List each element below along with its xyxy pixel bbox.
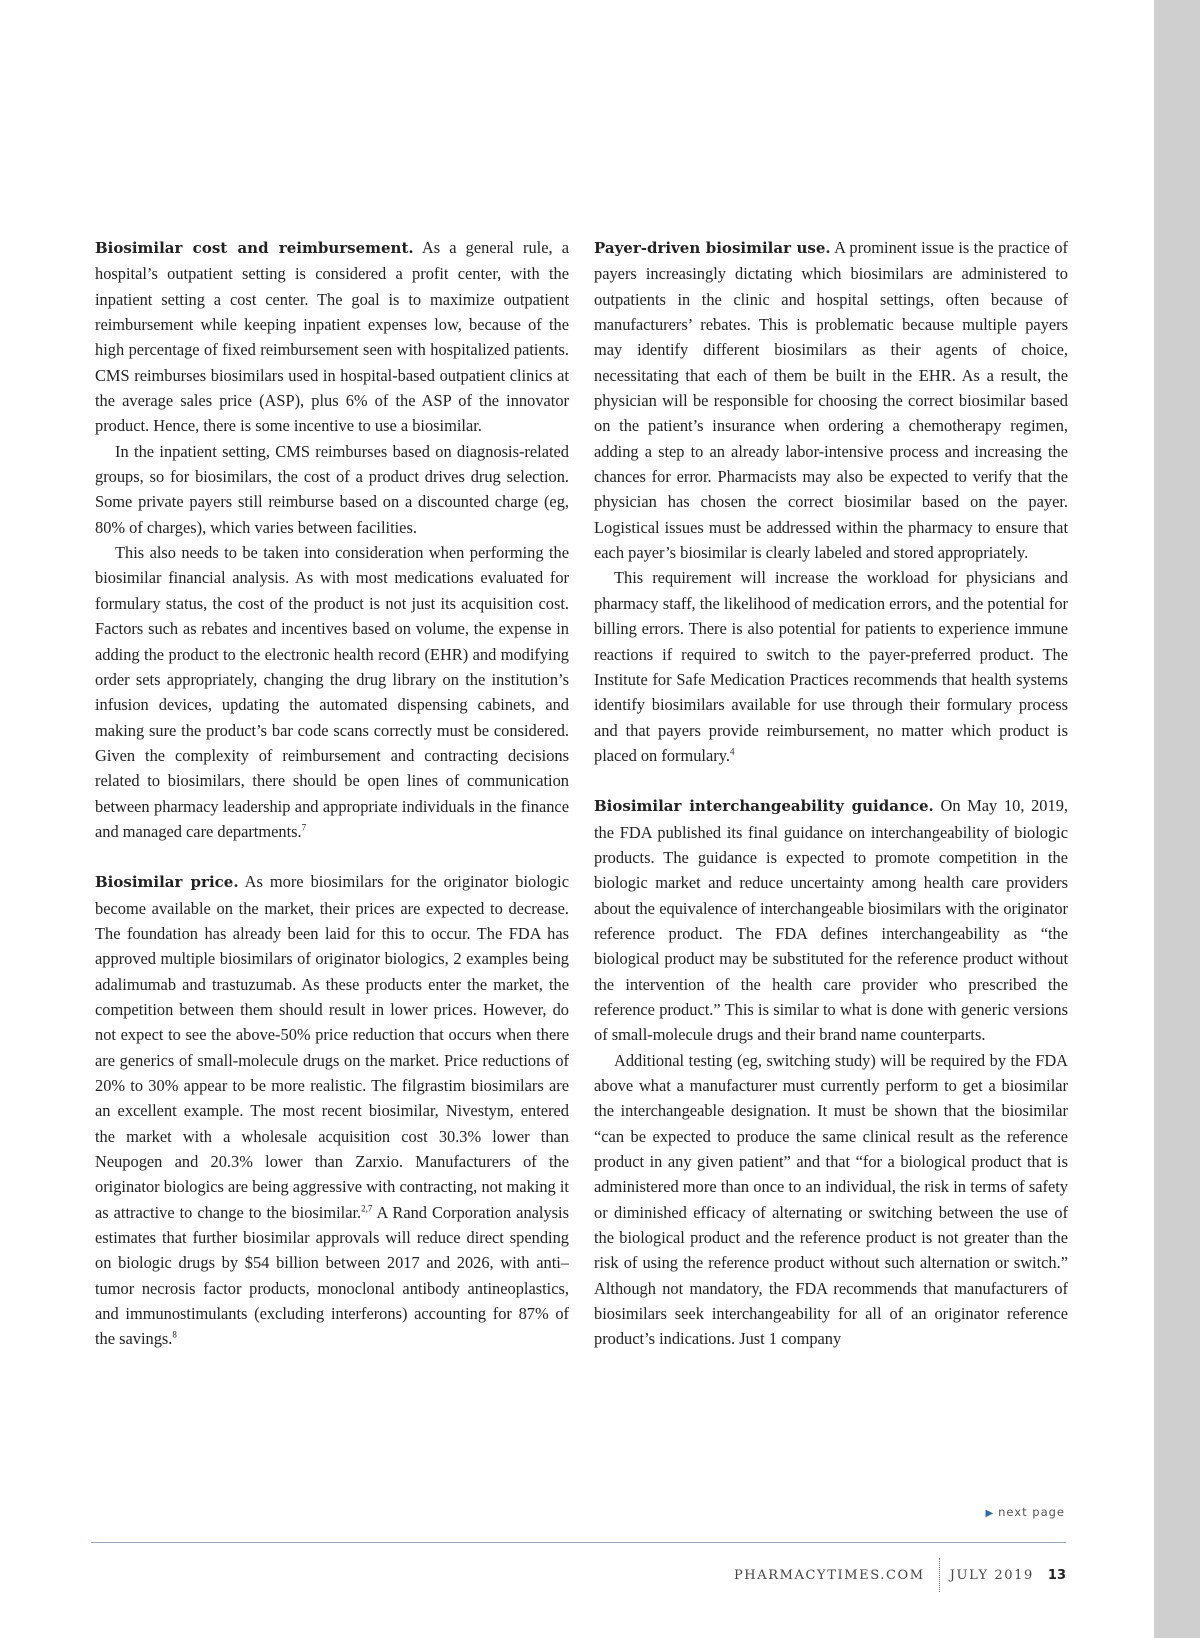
- paragraph-financial-analysis: [95, 540, 569, 844]
- body-text: This requirement will increase the workload for physicians and pharmacy staff, the likelihood of medication errors, and the potential for billing errors. There is also potential for patients to experience immune reactions if required to switch to the payer-preferred product. The Institute for Safe Medication Practices recommends that health systems identify biosimilars available for use through their formulary process and that payers provide reimbursement, no matter which product is placed on formulary.: [594, 568, 1068, 765]
- body-text: This also needs to be taken into consideration when performing the biosimilar financial analysis. As with most medications evaluated for formulary status, the cost of the product is not just its acquisition cost. Factors such as rebates and incentives based on volume, the expense in adding the product to the electronic health record (EHR) and modifying order sets appropriately, changing the drug library on the institution’s infusion devices, updating the automated dispensing cabinets, and making sure the product’s bar code scans correctly must be considered. Given the complexity of reimbursement and contracting decisions related to biosimilars, there should be open lines of communication between pharmacy leadership and appropriate individuals in the finance and managed care departments.: [95, 543, 569, 841]
- next-page-label: next page: [998, 1505, 1065, 1519]
- page-footer: [734, 1557, 1066, 1593]
- footer-separator: [939, 1558, 940, 1592]
- footer-site: PHARMACYTIMES.COM: [733, 1567, 925, 1583]
- paragraph-biosimilar-price: [95, 869, 569, 1352]
- footer-issue: JULY 2019: [949, 1567, 1034, 1583]
- next-page-link[interactable]: [985, 1505, 1065, 1519]
- heading-payer-driven: Payer-driven biosimilar use.: [594, 239, 831, 257]
- body-text: Additional testing (eg, switching study) will be required by the FDA above what a manufacturer must currently perform to get a biosimilar the interchangeable designation. It must be shown that the biosimilar “can be expected to produce the same clinical result as the reference product in any given patient” and that “for a biological product that is administered more than once to an individual, the risk in terms of safety or diminished efficacy of alternating or switching between the use of the biological product and the reference product is not greater than the risk of using the reference product without such alternation or switch.” Although not mandatory, the FDA recommends that manufacturers of biosimilars seek interchangeability for all of an originator reference product’s indications. Just 1 company: [594, 1050, 1068, 1349]
- footer-divider: [91, 1542, 1066, 1543]
- right-column: [594, 235, 1068, 1352]
- paragraph-cost-reimbursement: [95, 235, 569, 439]
- paragraph-payer-driven: [594, 235, 1068, 565]
- paragraph-interchangeability: [594, 793, 1068, 1047]
- reference-marker: 4: [729, 746, 735, 757]
- paragraph-additional-testing: [594, 1048, 1068, 1352]
- body-text: In the inpatient setting, CMS reimburses based on diagnosis-related groups, so for biosimilars, the cost of a product drives drug selection. Some private payers still reimburse based on a discounted charge (eg, 80% of charges), which varies between facilities.: [95, 441, 569, 537]
- reference-marker: 8: [172, 1329, 177, 1340]
- left-column: [95, 235, 569, 1352]
- page-number: 13: [1047, 1567, 1066, 1583]
- reference-marker: 7: [301, 822, 307, 833]
- body-text: A prominent issue is the practice of payers increasingly dictating which biosimilars are administered to outpatients in the clinic and hospital settings, often because of manufacturers’ rebates. This is problematic because multiple payers may identify different biosimilars as their agents of choice, necessitating that each of them be built in the EHR. As a result, the physician will be responsible for choosing the correct biosimilar based on the patient’s insurance when ordering a chemotherapy regimen, adding a step to an already labor-intensive process and increasing the chances for error. Pharmacists may also be expected to verify that the physician has chosen the correct biosimilar based on the payer. Logistical issues must be addressed within the pharmacy to ensure that each payer’s biosimilar is clearly labeled and stored appropriately.: [594, 238, 1068, 563]
- page-edge-bar: [1154, 0, 1200, 1638]
- heading-interchangeability: Biosimilar interchangeability guidance.: [594, 797, 934, 816]
- body-text: As more biosimilars for the originator biologic become available on the market, their prices are expected to decrease. The foundation has already been laid for this to occur. The FDA has approved multiple biosimilars of originator biologics, 2 examples being adalimumab and trastuzumab. As these products enter the market, the competition between them should result in lower prices. However, do not expect to see the above-50% price reduction that occurs when there are generics of small-molecule drugs on the market. Price reductions of 20% to 30% appear to be more realistic. The filgrastim biosimilars are an excellent example. The most recent biosimilar, Nivestym, entered the market with a wholesale acquisition cost 30.3% lower than Neupogen and 20.3% lower than Zarxio. Manufacturers of the originator biologics are being aggressive with contracting, not making it as attractive to change to the biosimilar.: [95, 872, 570, 1222]
- heading-cost-reimbursement: Biosimilar cost and reimbursement.: [95, 239, 414, 257]
- paragraph-inpatient: [95, 439, 569, 540]
- body-text: As a general rule, a hospital’s outpatient setting is considered a profit center, with the inpatient setting a cost center. The goal is to maximize outpatient reimbursement while keeping inpatient expenses low, because of the high percentage of fixed reimbursement seen with hospitalized patients. CMS reimburses biosimilars used in hospital-based outpatient clinics at the average sales price (ASP), plus 6% of the ASP of the innovator product. Hence, there is some incentive to use a biosimilar.: [95, 238, 569, 436]
- paragraph-workload: [594, 565, 1068, 768]
- reference-marker: 2,7: [361, 1203, 373, 1214]
- heading-biosimilar-price: Biosimilar price.: [95, 873, 239, 892]
- body-text: On May 10, 2019, the FDA published its final guidance on interchangeability of biologic products. The guidance is expected to promote competition in the biologic market and reduce uncertainty among health care providers about the equivalence of interchangeable biosimilars with the originator reference product. The FDA defines interchangeability as “the biological product may be substituted for the reference product without the intervention of the health care provider who prescribed the reference product.” This is similar to what is done with generic versions of small-molecule drugs and their brand name counterparts.: [594, 796, 1068, 1045]
- triangle-right-icon: ▶: [985, 1508, 995, 1519]
- body-text: A Rand Corporation analysis estimates that further biosimilar approvals will reduce direct spending on biologic drugs by $54 billion between 2017 and 2026, with anti–tumor necrosis factor products, monoclonal antibody antineoplastics, and immunostimulants (excluding interferons) accounting for 87% of the savings.: [95, 1202, 569, 1349]
